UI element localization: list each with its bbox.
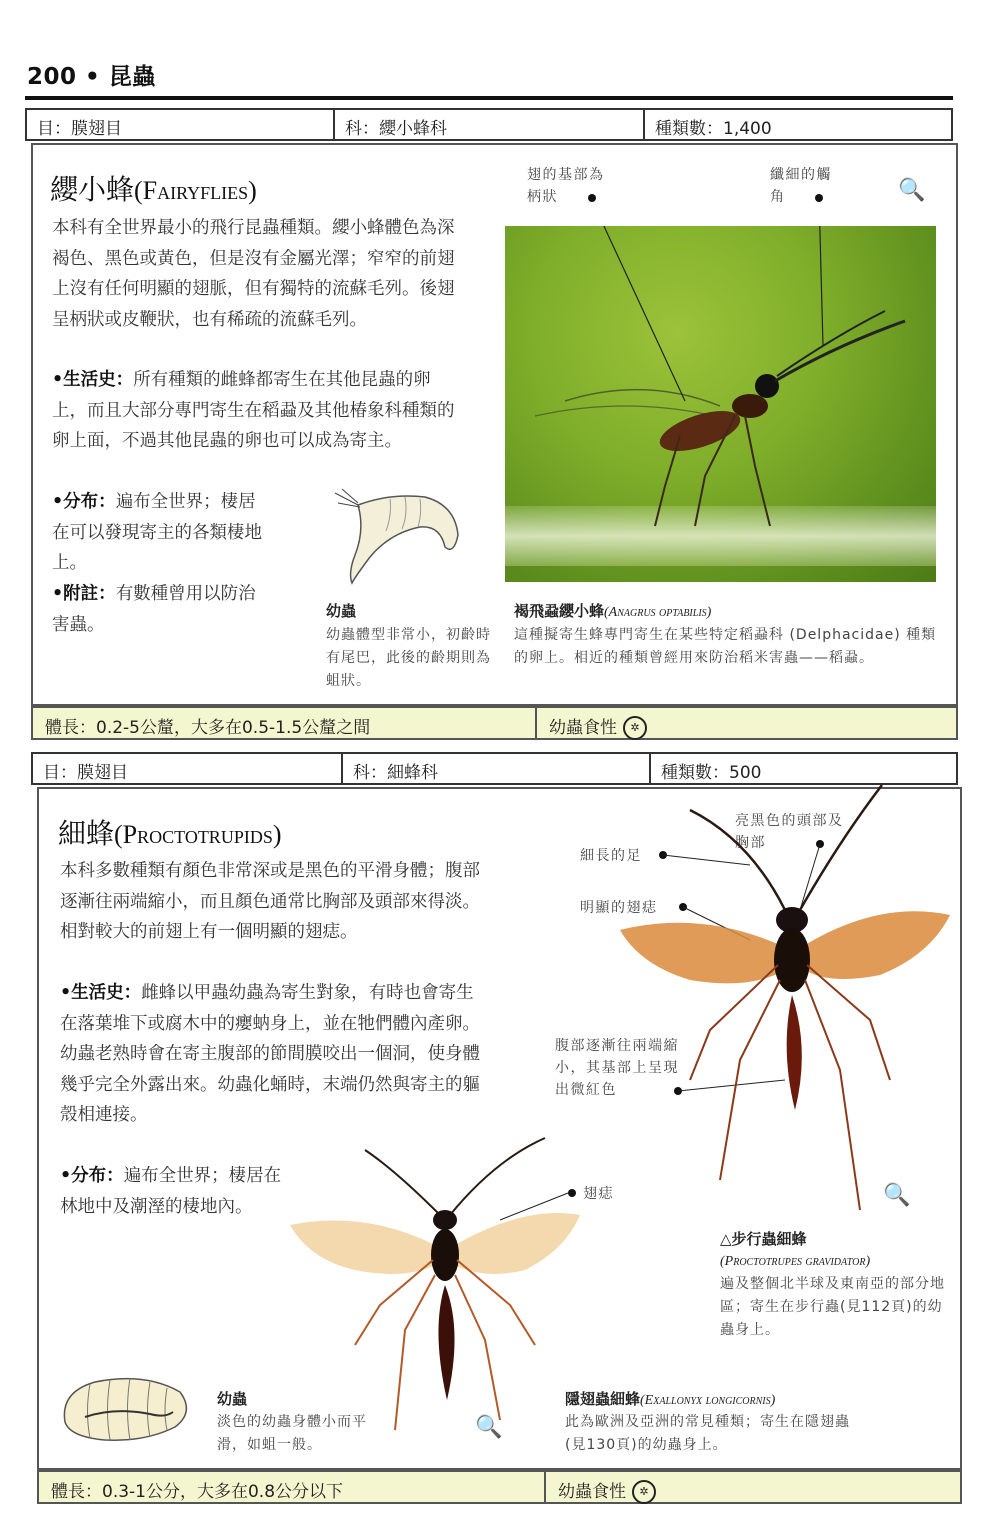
- family1-note: [52, 579, 267, 640]
- family1-ann-wing-base-dot: [588, 194, 596, 202]
- family1-dist-label: •分布：: [52, 492, 116, 512]
- family2-diet: [546, 1472, 960, 1502]
- family1-size: 體長：0.2-5公釐，大多在0.5-1.5公釐之間: [33, 708, 537, 738]
- family1-magnifier-icon: 🔍: [898, 178, 926, 203]
- family1-note-label: •附註：: [52, 584, 116, 604]
- family1-order: 目：膜翅目: [27, 110, 335, 139]
- family1-photo-caption-title: 褐飛蝨纓小蜂: [514, 602, 605, 620]
- family1-footer: [31, 706, 958, 740]
- family1-photo-caption-heading: [514, 600, 711, 621]
- family2-ann-head: 亮黑色的頭部及胸部: [735, 813, 844, 851]
- family1-larva-text: 幼蟲體型非常小，初齡時有尾巴，此後的齡期則為蛆狀。: [326, 627, 491, 689]
- family2-larva-title: 幼蟲: [217, 1390, 248, 1408]
- family2-footer: [37, 1470, 962, 1504]
- family2-spec2-heading: [565, 1388, 775, 1409]
- family2-order: 目：膜翅目: [33, 754, 343, 783]
- page-header: [27, 58, 156, 91]
- proctotrupes-wasp-drawing: [600, 780, 955, 1220]
- family1-life-text: 所有種類的雌蜂都寄生在其他昆蟲的卵上，而且大部分專門寄生在稻蝨及其他椿象科種類的卵上面，不過其他昆蟲的卵也可以成為寄主。: [52, 370, 455, 451]
- family2-larva-text: 淡色的幼蟲身體小而平滑，如蛆一般。: [217, 1414, 367, 1453]
- family2-size: 體長：0.3-1公分，大多在0.8公分以下: [39, 1472, 546, 1502]
- family2-spec1-mark: △: [720, 1230, 732, 1248]
- family2-description: 本科多數種類有顏色非常深或是黑色的平滑身體；腹部逐漸往兩端縮小，而且顏色通常比胸部及頭部來得淡。相對較大的前翅上有一個明顯的翅痣。: [60, 861, 480, 942]
- fairyfly-insect-drawing: [505, 226, 936, 582]
- header-rule: [25, 96, 953, 100]
- family2-ann-stigma: 明顯的翅痣: [580, 900, 658, 916]
- family1-ann-wing-base: 翅的基部為柄狀: [527, 167, 605, 205]
- family1-family: 科：纓小蜂科: [335, 110, 645, 139]
- family1-life-label: •生活史：: [52, 370, 134, 390]
- family1-species-count: 種類數：1,400: [655, 119, 772, 139]
- family1-life-history: [52, 365, 462, 457]
- family2-spec1-text: 遍及整個北半球及東南亞的部分地區；寄生在步行蟲(見112頁)的幼蟲身上。: [720, 1276, 945, 1338]
- family1-ann-antenna-dot: [815, 194, 823, 202]
- family2-life-text: 雌蜂以甲蟲幼蟲為寄生對象，有時也會寄生在落葉堆下或腐木中的癭蚋身上，並在牠們體內產卵。幼蟲老熟時會在寄主腹部的節間膜咬出一個洞，使身體幾乎完全外露出來。幼蟲化蛹時，末端仍然與寄主的軀殼相連接。: [60, 983, 480, 1125]
- family1-title-zh: 纓小蜂: [50, 173, 135, 206]
- family2-magnifier-icon-2: 🔍: [475, 1415, 503, 1440]
- family2-larva-illustration: [55, 1372, 195, 1447]
- family2-title-zh: 細蜂: [58, 817, 115, 850]
- family1-dist-text: 遍布全世界；棲居在可以發現寄主的各類棲地上。: [52, 492, 262, 573]
- family2-ann-legs: 細長的足: [580, 848, 642, 864]
- family2-diet-label: 幼蟲食性: [558, 1482, 626, 1502]
- family2-ann-abdomen: 腹部逐漸往兩端縮小，其基部上呈現出微紅色: [555, 1038, 679, 1098]
- family2-life-history: [60, 978, 485, 1131]
- header-separator: •: [85, 64, 101, 90]
- family2-family: 科：細蜂科: [343, 754, 651, 783]
- family2-spec1-title: 步行蟲細蜂: [731, 1230, 807, 1248]
- family1-ann-antenna: 纖細的觸角: [770, 167, 832, 205]
- page-number: 200: [27, 64, 77, 90]
- family2-species-count: 種類數：500: [661, 763, 762, 783]
- section-title: 昆蟲: [108, 64, 156, 90]
- family2-spec2-title: 隱翅蟲細蜂: [565, 1390, 641, 1408]
- family1-photo-caption-text: 這種擬寄生蜂專門寄生在某些特定稻蝨科 (Delphacidae) 種類的卵上。相近的種類曾經用來防治稻米害蟲——稻蝨。: [514, 627, 937, 666]
- family2-dist-label: •分布：: [60, 1166, 124, 1186]
- family1-note-text: 有數種曾用以防治害蟲。: [52, 584, 256, 635]
- family2-spec1-sci-line: [720, 1251, 870, 1270]
- family1-distribution: [52, 487, 267, 579]
- family1-larva-title: 幼蟲: [326, 602, 357, 620]
- family1-info-bar: [25, 108, 953, 141]
- family2-spec2-text: 此為歐洲及亞洲的常見種類；寄生在隱翅蟲(見130頁)的幼蟲身上。: [565, 1414, 850, 1453]
- family1-title: [50, 168, 257, 208]
- family1-description: 本科有全世界最小的飛行昆蟲種類。纓小蜂體色為深褐色、黑色或黃色，但是沒有金屬光澤；窄窄的前翅上沒有任何明顯的翅脈，但有獨特的流蘇毛列。後翅呈柄狀或皮鞭狀，也有稀疏的流蘇毛列。: [52, 218, 455, 330]
- family2-ann-stigma2: 翅痣: [583, 1186, 614, 1202]
- family2-distribution: [60, 1161, 285, 1222]
- family2-title: [58, 812, 282, 852]
- larva-emblem-icon: ✲: [632, 1480, 656, 1504]
- family1-photo-caption-sci: (Anagrus optabilis): [604, 605, 712, 620]
- family2-title-en: (Proctotrupids): [114, 820, 282, 849]
- family1-photo: [505, 226, 936, 582]
- family1-diet: [537, 708, 956, 738]
- larva-emblem-icon: ✲: [623, 716, 647, 740]
- family2-spec1-heading: [720, 1228, 807, 1249]
- family2-spec2-sci: (Exallonyx longicornis): [640, 1393, 776, 1408]
- family2-life-label: •生活史：: [60, 983, 142, 1003]
- family1-diet-label: 幼蟲食性: [549, 718, 617, 738]
- family2-spec1-sci: (Proctotrupes gravidator): [720, 1254, 871, 1269]
- family1-larva-illustration: [330, 485, 465, 590]
- family1-title-en: (Fairyflies): [134, 176, 257, 205]
- family2-dist-text: 遍布全世界；棲居在林地中及潮溼的棲地內。: [60, 1166, 282, 1217]
- family2-magnifier-icon-1: 🔍: [883, 1183, 911, 1208]
